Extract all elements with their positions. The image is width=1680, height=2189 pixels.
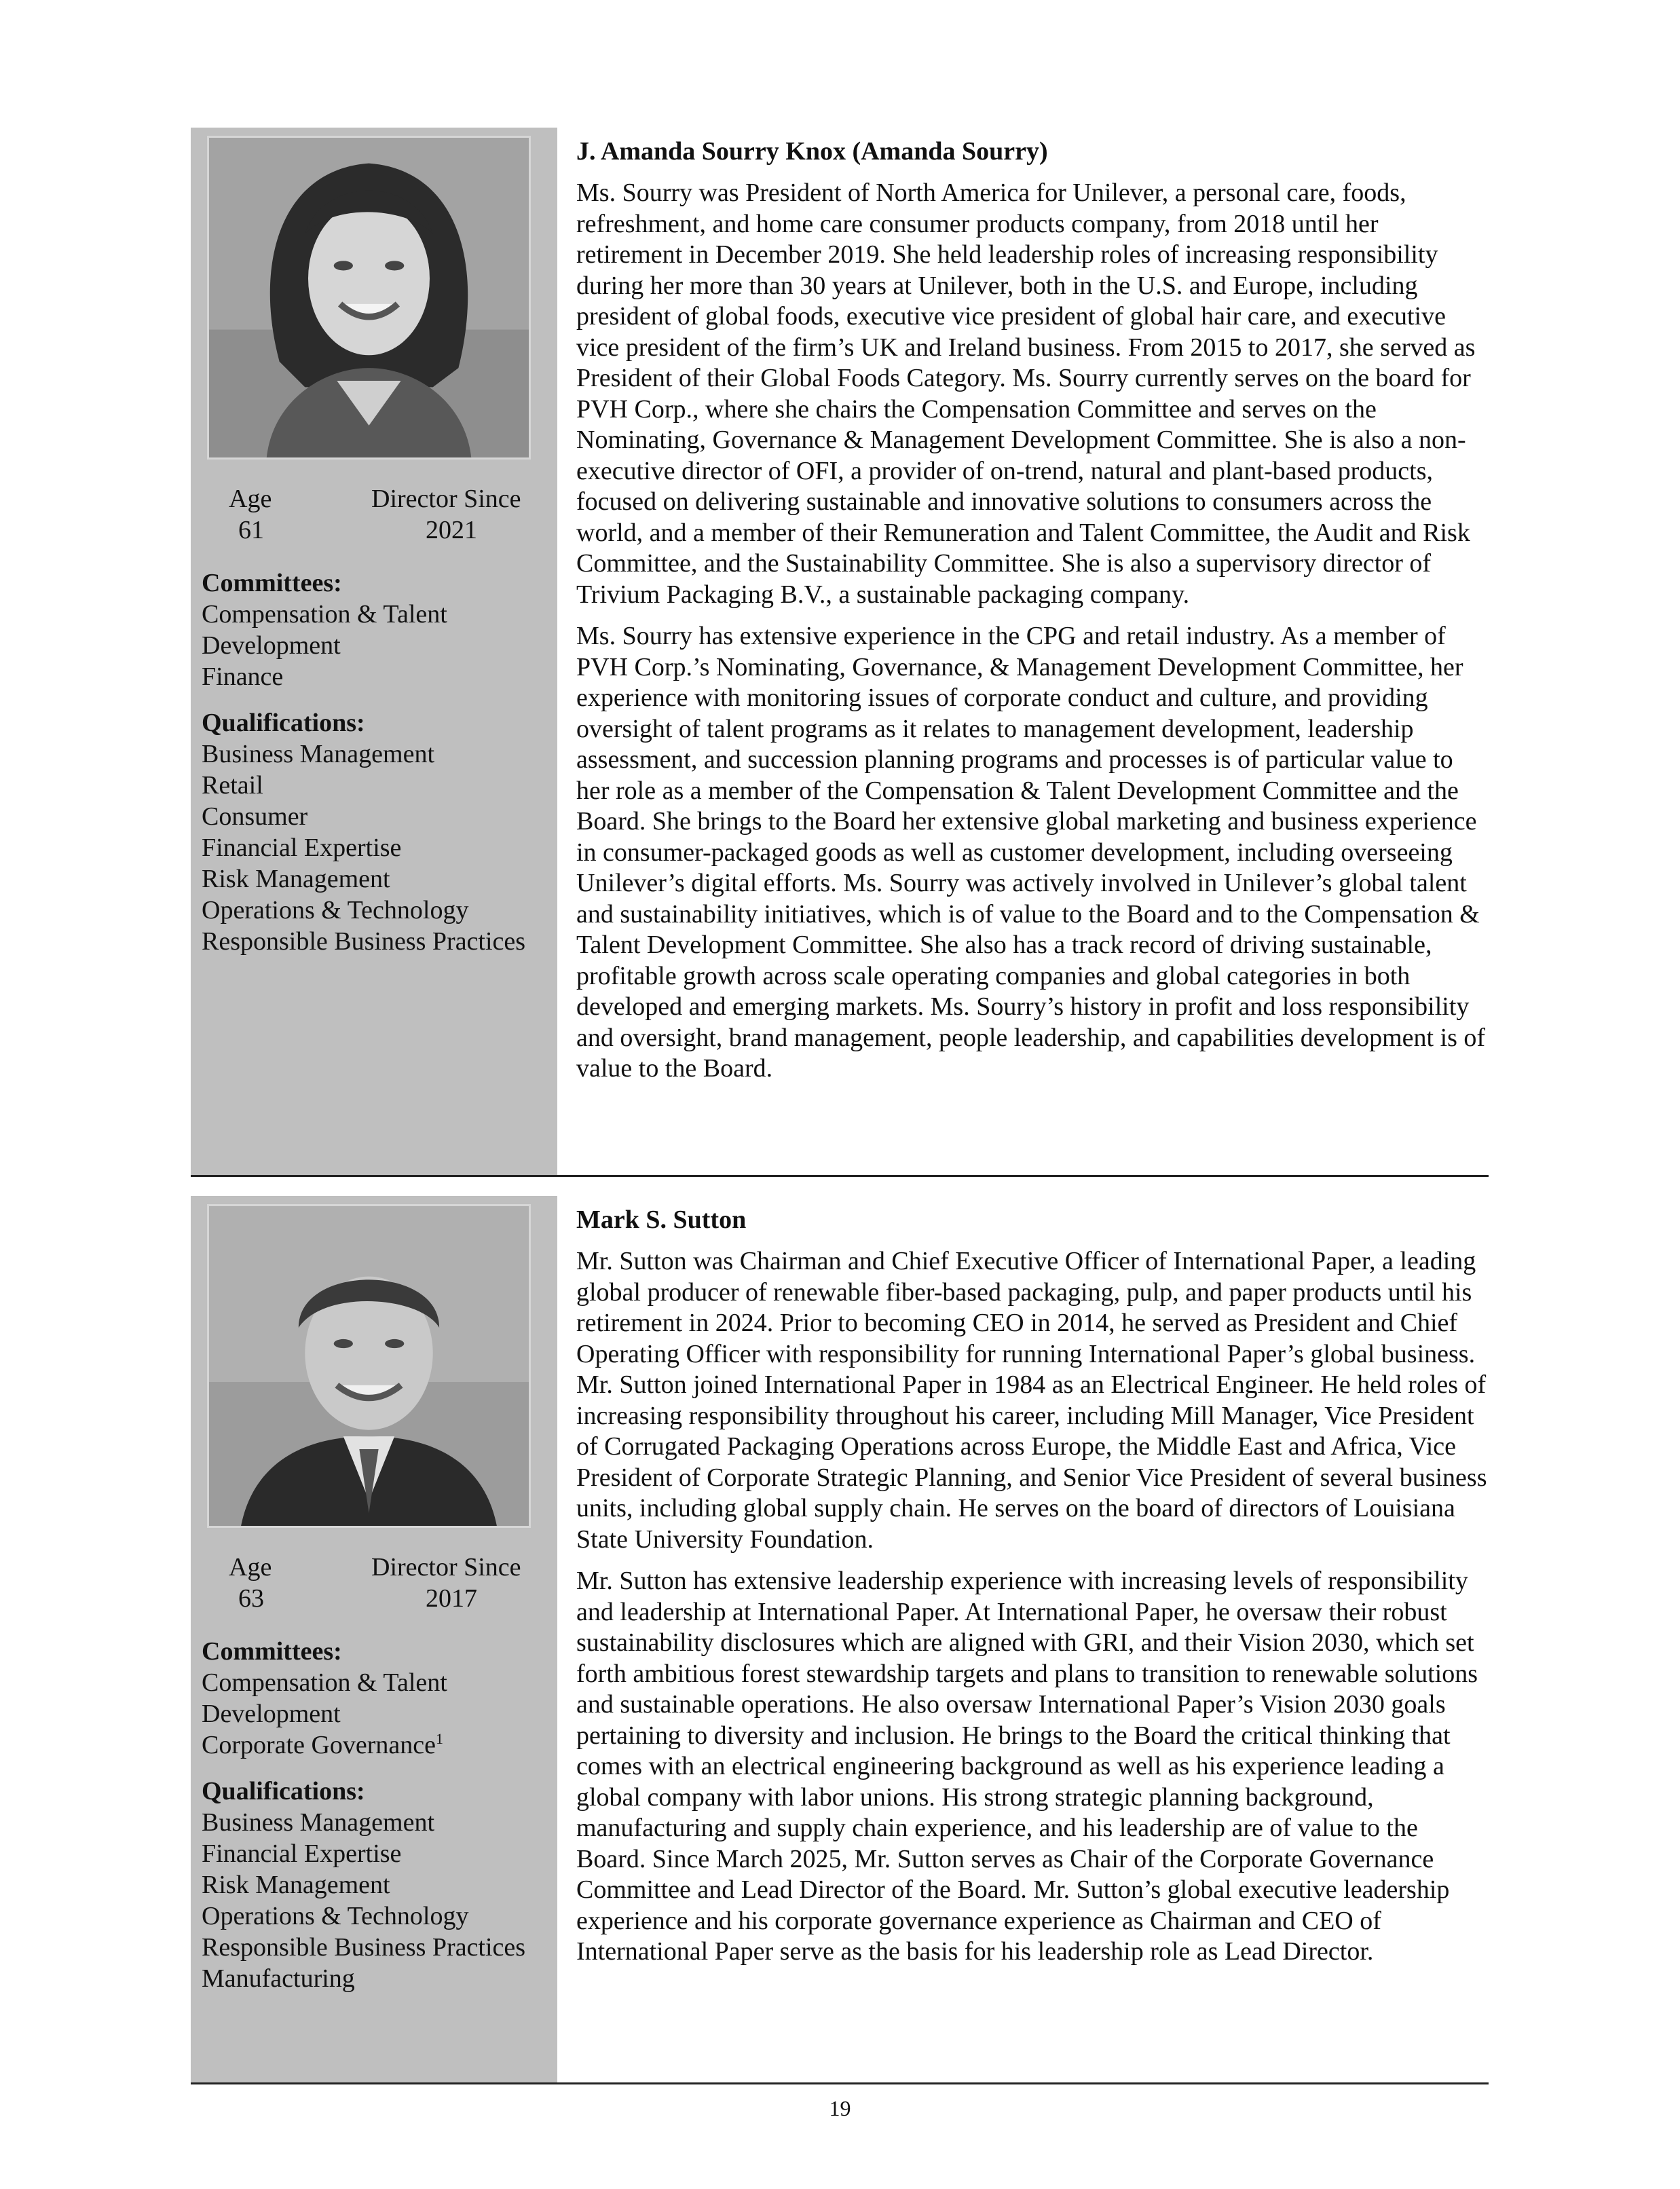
qualifications-section xyxy=(202,1776,555,1994)
qualification-item: Operations & Technology xyxy=(202,896,469,924)
committee-item-with-footnote xyxy=(202,1729,555,1761)
bio-paragraph: Ms. Sourry was President of North America for Unilever, a personal care, foods, refreshment, and home care consumer products company, from 2018 until her retirement in December 2019. She held leadership roles of increasing responsibility during her more than 30 years at Unilever, both in the U.S. and Europe, including president of global foods, executive vice president of global hair care, and executive vice president of the firm’s UK and Ireland business. From 2015 to 2017, she served as President of their Global Foods Category. Ms. Sourry currently serves on the board for PVH Corp., where she chairs the Compensation Committee and serves on the Nominating, Governance & Management Development Committee. She is also a non-executive director of OFI, a provider of on-trend, natural and plant-based products, focused on delivering sustainable and innovative solutions to consumers across the world, and a member of their Remuneration and Talent Committee, the Audit and Risk Committee, and the Sustainability Committee. She is also a supervisory director of Trivium Packaging B.V., a sustainable packaging company. xyxy=(576,179,1476,609)
age-label: Age xyxy=(229,1553,272,1582)
qualification-item: Consumer xyxy=(202,802,308,831)
qualification-item: Manufacturing xyxy=(202,1964,355,1993)
qualifications-section xyxy=(202,707,555,957)
qualification-item: Operations & Technology xyxy=(202,1902,469,1930)
director-sidebar xyxy=(191,1196,557,2082)
section-divider xyxy=(191,2082,1489,2084)
qualification-item: Risk Management xyxy=(202,865,390,893)
committee-item: Compensation & Talent xyxy=(202,600,447,629)
committee-item: Corporate Governance xyxy=(202,1731,436,1759)
portrait-image xyxy=(209,138,529,457)
committee-item: Development xyxy=(202,631,341,660)
qualification-item: Responsible Business Practices xyxy=(202,1933,526,1962)
committee-item: Finance xyxy=(202,662,284,691)
age-value: 63 xyxy=(238,1584,264,1613)
committees-heading: Committees: xyxy=(202,1637,342,1666)
director-bio xyxy=(576,1204,1489,1979)
qualifications-heading: Qualifications: xyxy=(202,709,365,737)
director-name: J. Amanda Sourry Knox (Amanda Sourry) xyxy=(576,137,1048,166)
qualification-item: Business Management xyxy=(202,740,435,768)
director-sidebar xyxy=(191,128,557,1175)
director-since-label: Director Since xyxy=(371,1553,521,1582)
footnote-marker: 1 xyxy=(436,1730,444,1747)
age-value: 61 xyxy=(238,516,264,544)
portrait-image xyxy=(209,1206,529,1526)
qualification-item: Business Management xyxy=(202,1808,435,1837)
qualification-item: Financial Expertise xyxy=(202,1839,402,1868)
director-profile xyxy=(191,1196,1489,2084)
committee-item: Development xyxy=(202,1700,341,1728)
section-divider xyxy=(191,1175,1489,1177)
director-since-value: 2017 xyxy=(426,1584,477,1613)
qualification-item: Responsible Business Practices xyxy=(202,927,526,956)
director-photo xyxy=(207,1204,531,1528)
committees-section xyxy=(202,567,555,972)
bio-paragraph: Mr. Sutton has extensive leadership experience with increasing levels of responsibility and leadership at International Paper. At International Paper, he oversaw their robust sustainability disclosures which are aligned with GRI, and their Vision 2030, which set forth ambitious forest stewardship targets and plans to transition to renewable solutions and sustainable operations. He also oversaw International Paper’s Vision 2030 goals pertaining to diversity and inclusion. He brings to the Board the critical thinking that comes with an electrical engineering background as well as his experience leading a global company with labor unions. His strong strategic planning background, manufacturing and supply chain experience, and his leadership are of value to the Board. Since March 2025, Mr. Sutton serves as Chair of the Corporate Governance Committee and Lead Director of the Board. Mr. Sutton’s global executive leadership experience and his corporate governance experience as Chairman and CEO of International Paper serve as the basis for his leadership role as Lead Director. xyxy=(576,1567,1478,1966)
page-number: 19 xyxy=(829,2096,851,2120)
director-since-label: Director Since xyxy=(371,485,521,513)
director-bio xyxy=(576,136,1489,1096)
qualification-item: Financial Expertise xyxy=(202,834,402,862)
age-label: Age xyxy=(229,485,272,513)
bio-paragraph: Mr. Sutton was Chairman and Chief Executive Officer of International Paper, a leading global producer of renewable fiber-based packaging, pulp, and paper products until his retirement in 2024. Prior to becoming CEO in 2014, he served as President and Chief Operating Officer with responsibility for running International Paper’s global business. Mr. Sutton joined International Paper in 1984 as an Electrical Engineer. He held roles of increasing responsibility throughout his career, including Mill Manager, Vice President of Corrugated Packaging Operations across Europe, the Middle East and Africa, Vice President of Corporate Strategic Planning, and Senior Vice President of several business units, including global supply chain. He serves on the board of directors of Louisiana State University Foundation. xyxy=(576,1247,1487,1554)
committee-item: Compensation & Talent xyxy=(202,1668,447,1697)
qualification-item: Retail xyxy=(202,771,263,800)
qualification-item: Risk Management xyxy=(202,1871,390,1899)
committees-heading: Committees: xyxy=(202,569,342,597)
qualifications-heading: Qualifications: xyxy=(202,1777,365,1806)
director-photo xyxy=(207,136,531,460)
director-name: Mark S. Sutton xyxy=(576,1205,747,1234)
committees-section xyxy=(202,1636,555,2009)
bio-paragraph: Ms. Sourry has extensive experience in the CPG and retail industry. As a member of PVH Corp.’s Nominating, Governance, & Management Development Committee, her experience with monitoring issues of corporate conduct and culture, and providing oversight of talent programs as it relates to management development, leadership assessment, and succession planning programs and processes is of particular value to her role as a member of the Compensation & Talent Development Committee and the Board. She brings to the Board her extensive global marketing and business experience in consumer-packaged goods as well as customer development, including overseeing Unilever’s digital efforts. Ms. Sourry was actively involved in Unilever’s global talent and sustainability initiatives, which is of value to the Board and to the Compensation & Talent Development Committee. She also has a track record of driving sustainable, profitable growth across scale operating companies and global categories in both developed and emerging markets. Ms. Sourry’s history in profit and loss responsibility and oversight, brand management, people leadership, and capabilities development is of value to the Board. xyxy=(576,622,1486,1083)
director-since-value: 2021 xyxy=(426,516,477,544)
director-profile xyxy=(191,128,1489,1176)
